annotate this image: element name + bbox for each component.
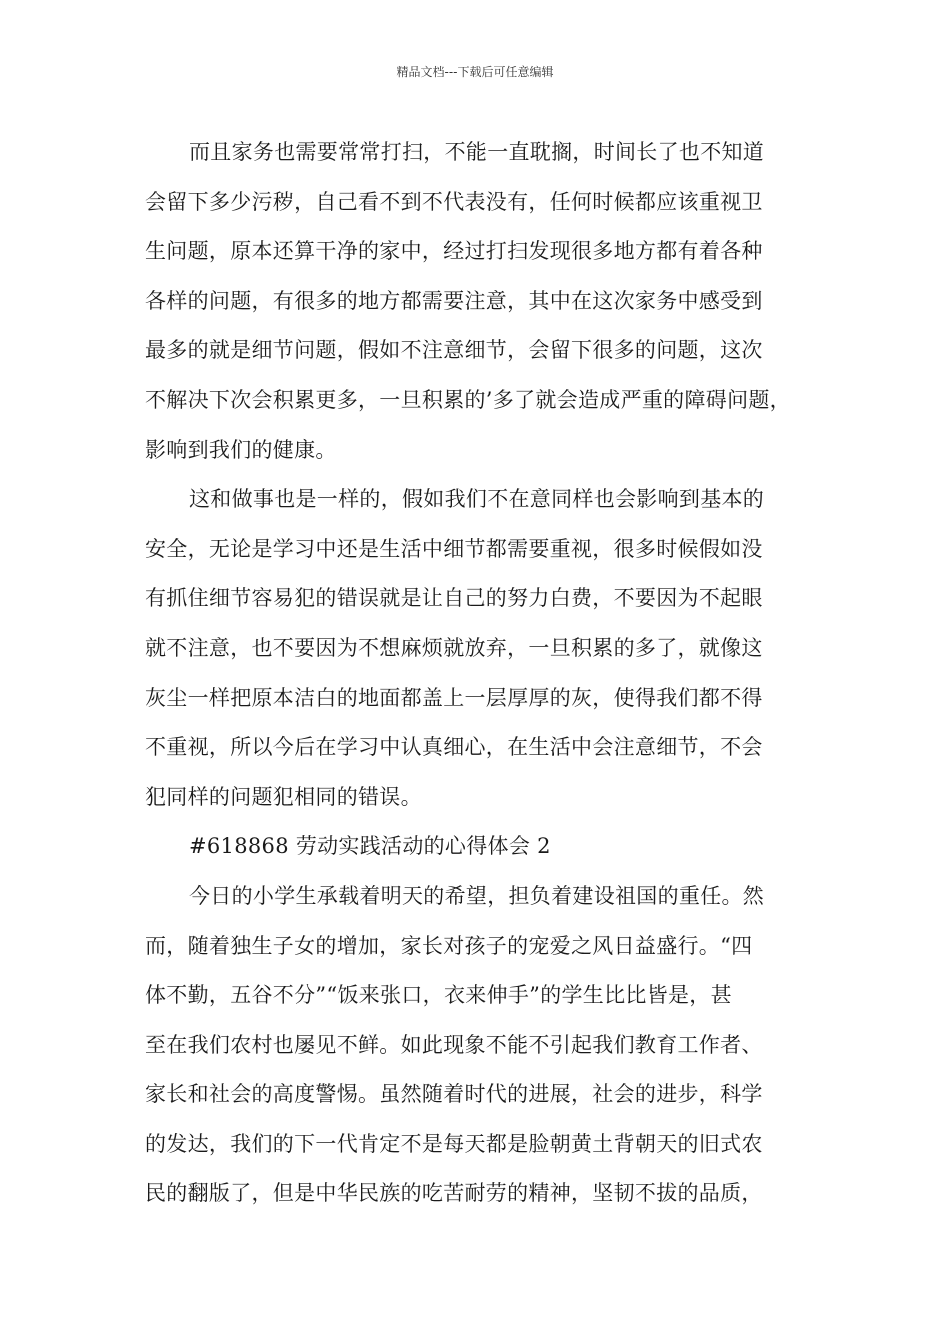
text-line: 就不注意，也不要因为不想麻烦就放弃，一旦积累的多了，就像这 — [145, 635, 763, 660]
text-line: 而，随着独生子女的增加，家长对孩子的宠爱之风日益盛行。“四 — [145, 933, 753, 958]
text-line: 各样的问题，有很多的地方都需要注意，其中在这次家务中感受到 — [145, 288, 763, 313]
text-line: 会留下多少污秽，自己看不到不代表没有，任何时候都应该重视卫 — [145, 189, 763, 214]
paragraph-2 — [145, 475, 825, 822]
text-line: 今日的小学生承载着明天的希望，担负着建设祖国的重任。然 — [189, 883, 765, 908]
text-line: 体不勤，五谷不分”“饭来张口，衣来伸手”的学生比比皆是，甚 — [145, 983, 732, 1008]
text-line: 最多的就是细节问题，假如不注意细节，会留下很多的问题，这次 — [145, 338, 763, 363]
section-heading — [145, 822, 825, 872]
text-line: 安全，无论是学习中还是生活中细节都需要重视，很多时候假如没 — [145, 536, 763, 561]
paragraph-3 — [145, 872, 825, 1219]
text-line: 这和做事也是一样的，假如我们不在意同样也会影响到基本的 — [189, 487, 765, 512]
text-line: 灰尘一样把原本洁白的地面都盖上一层厚厚的灰，使得我们都不得 — [145, 685, 763, 710]
heading-line: #618868 劳动实践活动的心得体会 2 — [189, 834, 551, 859]
text-line: 至在我们农村也屡见不鲜。如此现象不能不引起我们教育工作者、 — [145, 1032, 763, 1057]
text-line: 生问题，原本还算干净的家中，经过打扫发现很多地方都有着各种 — [145, 239, 763, 264]
document-body — [145, 128, 825, 1219]
paragraph-1 — [145, 128, 825, 475]
text-line: 民的翻版了，但是中华民族的吃苦耐劳的精神，坚韧不拔的品质， — [145, 1181, 763, 1206]
text-line: 不重视，所以今后在学习中认真细心，在生活中会注意细节，不会 — [145, 735, 763, 760]
text-line: 有抓住细节容易犯的错误就是让自己的努力白费，不要因为不起眼 — [145, 586, 763, 611]
text-line: 犯同样的问题犯相同的错误。 — [145, 784, 422, 809]
text-line: 而且家务也需要常常打扫，不能一直耽搁，时间长了也不知道 — [189, 140, 765, 164]
text-line: 不解决下次会积累更多，一旦积累的’多了就会造成严重的障碍问题， — [145, 387, 791, 412]
text-line: 的发达，我们的下一代肯定不是每天都是脸朝黄土背朝天的旧式农 — [145, 1131, 763, 1156]
text-line: 家长和社会的高度警惕。虽然随着时代的进展，社会的进步，科学 — [145, 1082, 763, 1107]
page-header: 精品文档---下载后可任意编辑 — [396, 65, 554, 79]
text-line: 影响到我们的健康。 — [145, 437, 337, 462]
